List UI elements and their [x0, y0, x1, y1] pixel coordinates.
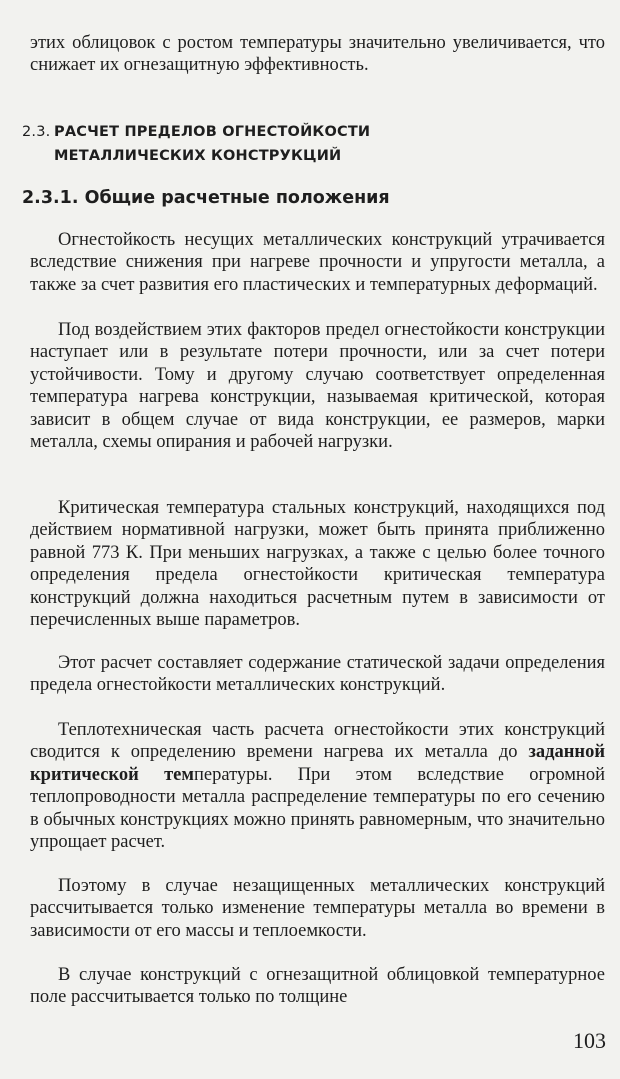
paragraph-3: Критическая температура стальных конструкций, находящихся под действием нормативной нагрузки, может быть принята приближенно равной 773 К. При меньших нагрузках, а также с целью более точного определения предела огнестойкости критическая температура конструкций должна находиться расчетным путем в зависимости от перечисленных выше параметров.	[30, 498, 605, 631]
paragraph-7: В случае конструкций с огнезащитной облицовкой температурное поле рассчитывается только по толщине	[30, 965, 605, 1008]
page-number: 103	[573, 1028, 606, 1053]
continuation-paragraph: этих облицовок с ростом температуры значительно увеличивается, что снижает их огнезащитную эффективность.	[30, 33, 605, 76]
subsection-heading: 2.3.1. Общие расчетные положения	[22, 188, 390, 208]
section-heading	[22, 120, 582, 168]
paragraph-5-part-b: пературы. При этом вследствие огромной теплопроводности металла распределение температуры по его сечению в обычных конструкциях можно принять равномерным, что значительно упрощает расчет.	[30, 764, 605, 853]
paragraph-5-part-a: Теплотехническая часть расчета огнестойкости этих конструкций сводится к определению времени нагрева их металла до	[30, 720, 605, 763]
section-number: 2.3.	[22, 124, 51, 140]
section-title-line2: МЕТАЛЛИЧЕСКИХ КОНСТРУКЦИЙ	[54, 148, 342, 164]
section-title-line1: РАСЧЕТ ПРЕДЕЛОВ ОГНЕСТОЙКОСТИ	[54, 124, 371, 140]
paragraph-1: Огнестойкость несущих металлических конструкций утрачивается вследствие снижения при нагреве прочности и упругости металла, а также за счет развития его пластических и температурных деформаций.	[30, 230, 605, 295]
paragraph-5-bold: заданной критической тем	[30, 742, 605, 785]
paragraph-2: Под воздействием этих факторов предел огнестойкости конструкции наступает или в результате потери прочности, или за счет потери устойчивости. Тому и другому случаю соответствует определенная температура нагрева конструкции, называемая критической, которая зависит в общем случае от вида конструкции, ее размеров, марки металла, схемы опирания и рабочей нагрузки.	[30, 320, 605, 453]
paragraph-5	[30, 719, 605, 853]
paragraph-6: Поэтому в случае незащищенных металлических конструкций рассчитывается только изменение температуры металла во времени в зависимости от его массы и теплоемкости.	[30, 876, 605, 941]
paragraph-4: Этот расчет составляет содержание статической задачи определения предела огнестойкости металлических конструкций.	[30, 653, 605, 696]
